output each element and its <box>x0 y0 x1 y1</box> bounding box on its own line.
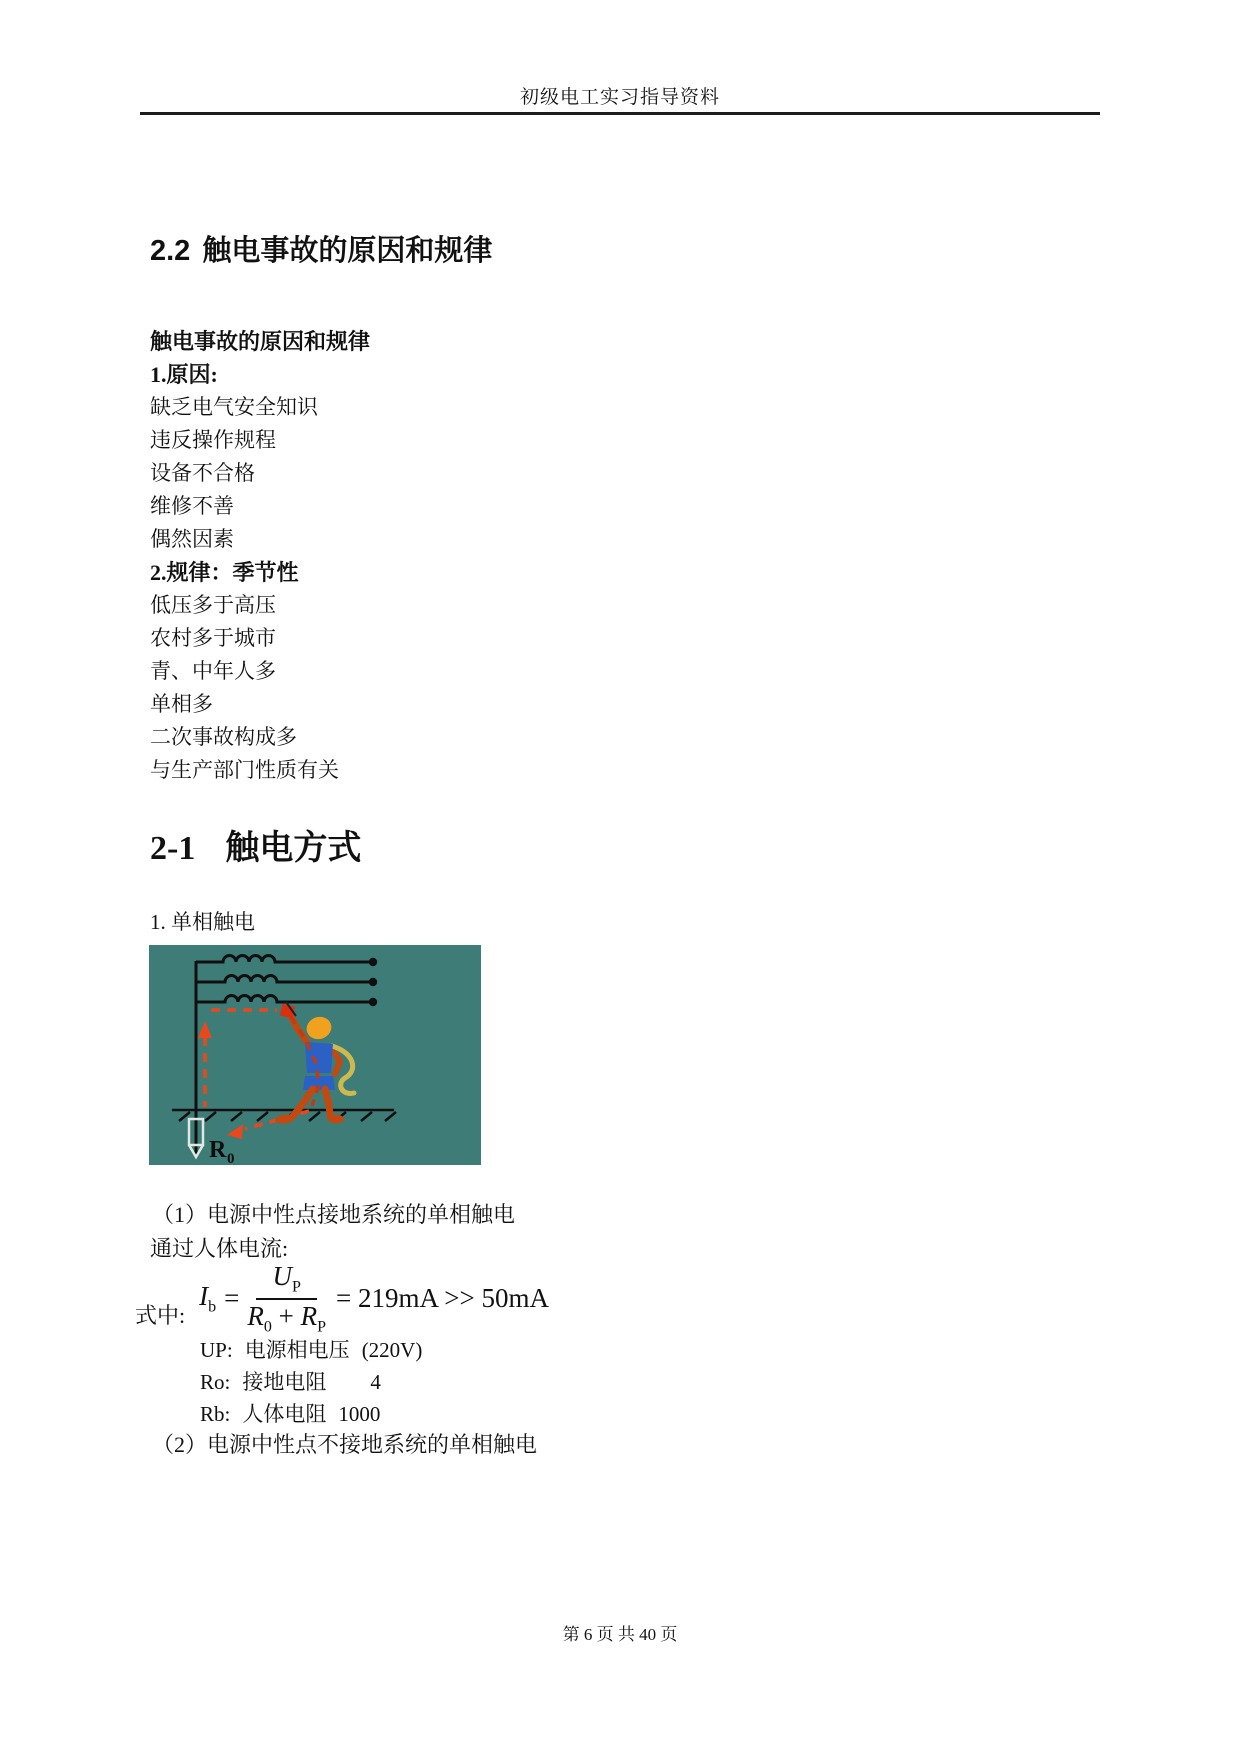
list-line: 低压多于高压 <box>150 593 276 617</box>
causes-rules-list <box>150 325 370 787</box>
ground-resistance-subscript: 0 <box>227 1151 235 1165</box>
list-line: 农村多于城市 <box>150 626 276 650</box>
legend-value: 1000 <box>338 1402 381 1426</box>
list-line: 2.规律：季节性 <box>150 560 299 585</box>
legend-row-up <box>200 1334 422 1366</box>
section-number: 2-1 <box>150 830 196 867</box>
plus-sign: + <box>271 1300 301 1331</box>
legend-value: 4 <box>370 1370 381 1394</box>
body-current-formula <box>135 1262 549 1336</box>
paragraph-neutral-ungrounded: （2）电源中性点不接地系统的单相触电 <box>152 1432 538 1457</box>
list-line: 违反操作规程 <box>150 428 276 452</box>
list-line: 单相多 <box>150 692 213 716</box>
list-line: 与生产部门性质有关 <box>150 758 339 782</box>
section-heading-2-1 <box>150 820 361 869</box>
legend-row-rb <box>200 1398 422 1430</box>
section-title: 触电事故的原因和规律 <box>202 235 493 267</box>
var-RP-sub: P <box>317 1318 326 1336</box>
ground-resistance-label: R <box>209 1137 227 1163</box>
legend-desc: 电源相电压 <box>244 1338 350 1362</box>
legend-row-ro <box>200 1366 422 1398</box>
formula-fraction <box>247 1262 326 1336</box>
list-line: 二次事故构成多 <box>150 725 297 749</box>
list-line: 青、中年人多 <box>150 659 276 683</box>
item-label-single-phase: 1. 单相触电 <box>150 910 255 934</box>
paragraph-body-current: 通过人体电流: <box>150 1236 289 1261</box>
section-heading-2-2 <box>150 228 492 269</box>
legend-term: Ro: <box>200 1370 231 1394</box>
paragraph-neutral-grounded: （1）电源中性点接地系统的单相触电 <box>152 1202 516 1227</box>
list-line: 缺乏电气安全知识 <box>150 395 318 419</box>
var-R0: R <box>247 1300 264 1331</box>
fraction-denominator <box>247 1300 326 1336</box>
legend-desc: 人体电阻 <box>242 1402 327 1426</box>
formula-lhs <box>199 1281 216 1316</box>
page-number: 第 6 页 共 40 页 <box>562 1625 678 1644</box>
formula-result: = 219mA >> 50mA <box>336 1283 549 1314</box>
list-line: 触电事故的原因和规律 <box>150 329 371 354</box>
var-U: U <box>272 1261 292 1291</box>
legend-term: Rb: <box>200 1402 231 1426</box>
var-U-sub: P <box>291 1278 301 1296</box>
section-number: 2.2 <box>150 235 191 267</box>
equals-sign: = <box>224 1283 240 1314</box>
header-title: 初级电工实习指导资料 <box>519 87 720 108</box>
diagram-canvas <box>149 945 481 1165</box>
fraction-numerator <box>256 1262 316 1300</box>
legend-value: (220V) <box>361 1338 423 1362</box>
var-R0-sub: 0 <box>263 1318 272 1336</box>
var-RP: R <box>300 1300 318 1331</box>
list-line: 设备不合格 <box>150 461 255 485</box>
list-line: 维修不善 <box>150 494 234 518</box>
legend-term: UP: <box>200 1338 233 1362</box>
legend-desc: 接地电阻 <box>242 1370 327 1394</box>
formula-label: 式中: <box>135 1302 186 1328</box>
list-line: 偶然因素 <box>150 527 234 551</box>
var-I: I <box>199 1281 209 1312</box>
list-line: 1.原因: <box>150 362 218 387</box>
var-I-sub: b <box>208 1298 217 1316</box>
header-rule <box>140 112 1100 115</box>
formula-legend <box>200 1334 422 1430</box>
single-phase-shock-diagram <box>149 945 481 1165</box>
section-title: 触电方式 <box>225 830 362 867</box>
person-right-foot <box>328 1115 344 1124</box>
